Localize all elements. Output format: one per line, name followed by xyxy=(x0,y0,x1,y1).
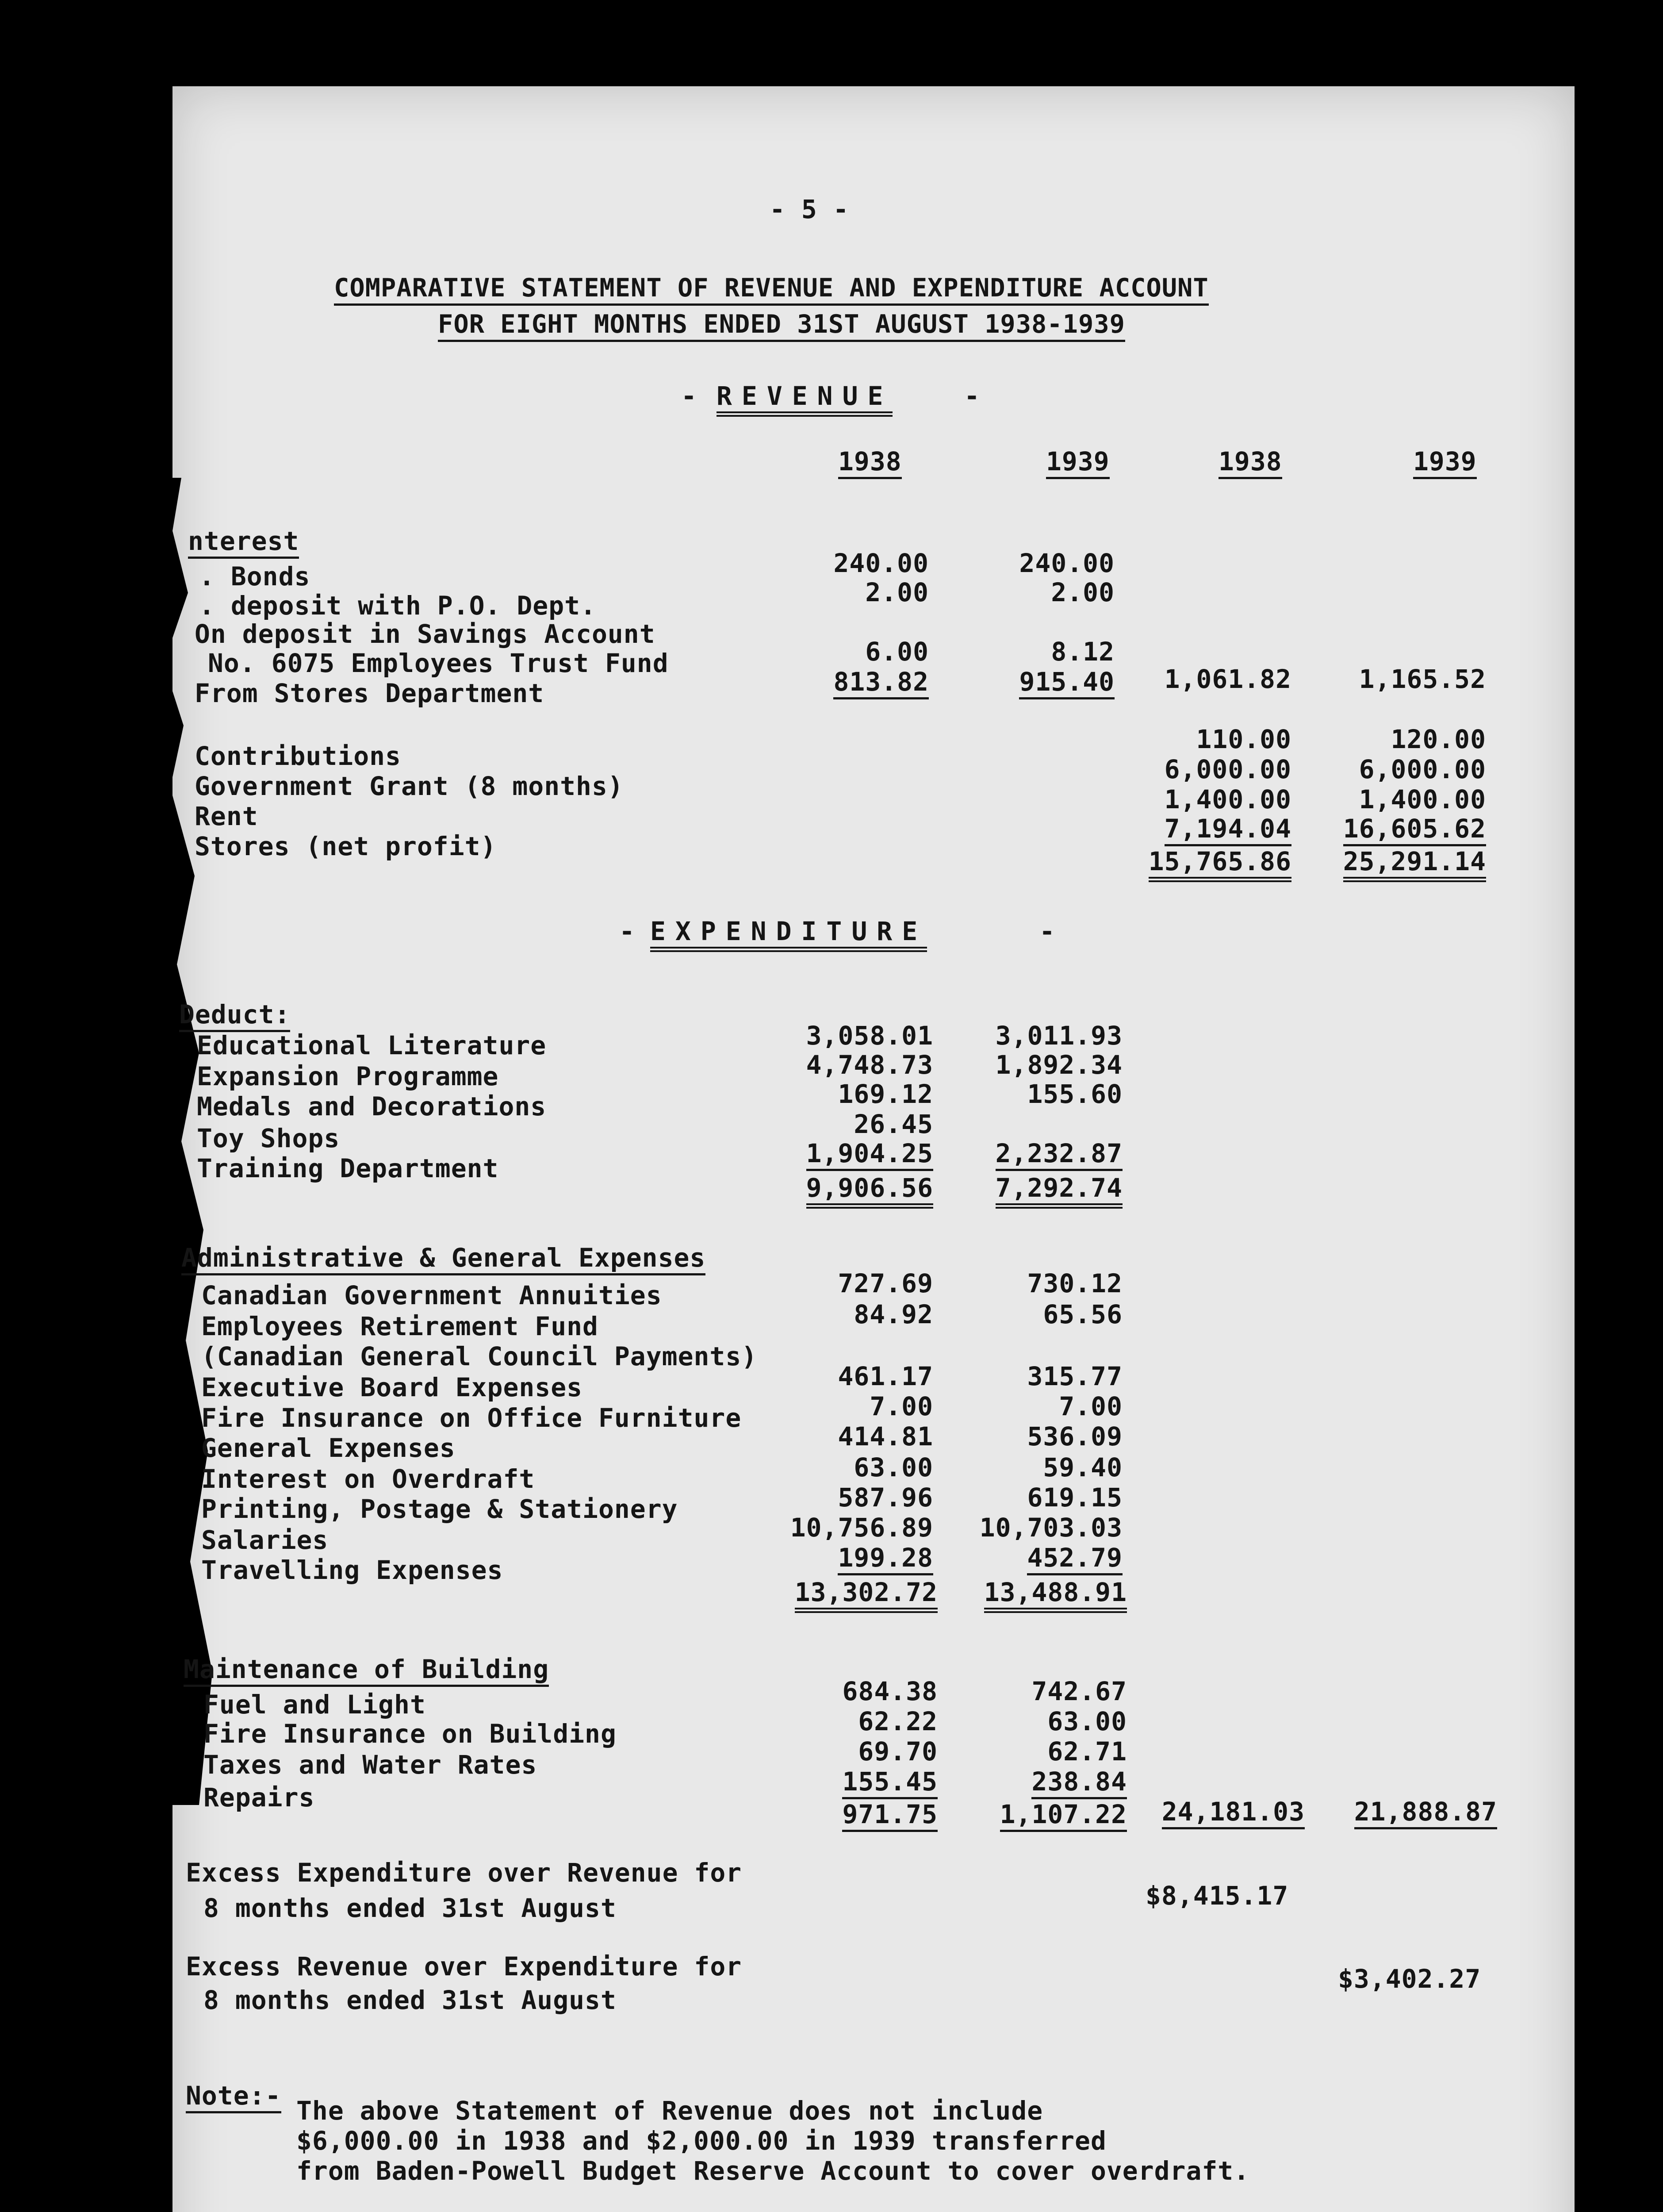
interest-item-1938: 6.00 xyxy=(865,637,929,667)
deduct-item-1938: 169.12 xyxy=(838,1079,933,1109)
admin-item-label: (Canadian General Council Payments) xyxy=(201,1341,758,1371)
admin-item-1938: 63.00 xyxy=(854,1452,933,1482)
deduct-total-1938: 9,906.56 xyxy=(806,1173,933,1209)
deduct-item-label: Medals and Decorations xyxy=(197,1091,547,1121)
revenue-item-1939: 16,605.62 xyxy=(1343,814,1486,846)
excess-expenditure-value: $8,415.17 xyxy=(1146,1881,1289,1911)
maintenance-label: Maintenance of Building xyxy=(184,1655,549,1687)
admin-label: Administrative & General Expenses xyxy=(181,1243,705,1275)
deduct-item-label: Educational Literature xyxy=(197,1030,547,1060)
maintenance-item-1939: 742.67 xyxy=(1031,1676,1127,1706)
note-line-3: from Baden-Powell Budget Reserve Account to cover overdraft. xyxy=(296,2156,1250,2186)
revenue-item-1939: 120.00 xyxy=(1391,724,1486,754)
admin-item-1938: 84.92 xyxy=(854,1299,933,1329)
admin-item-label: General Expenses xyxy=(201,1433,456,1463)
deduct-item-1938: 3,058.01 xyxy=(806,1021,933,1051)
expenditure-heading-dash-left: - xyxy=(619,916,635,946)
admin-item-1939: 315.77 xyxy=(1027,1361,1123,1391)
interest-item-1939: 915.40 xyxy=(1019,667,1115,699)
admin-total-1938: 13,302.72 xyxy=(795,1578,938,1613)
admin-item-1938: 10,756.89 xyxy=(790,1513,933,1543)
admin-item-label: Travelling Expenses xyxy=(201,1555,503,1585)
revenue-item-label: Government Grant (8 months) xyxy=(195,771,624,801)
expenditure-total-1938: 24,181.03 xyxy=(1162,1797,1305,1829)
revenue-item-1938: 110.00 xyxy=(1196,724,1291,754)
admin-item-1939: 536.09 xyxy=(1027,1421,1123,1452)
deduct-item-label: Expansion Programme xyxy=(197,1061,499,1091)
interest-item-1939: 8.12 xyxy=(1051,637,1115,667)
note-line-1: The above Statement of Revenue does not include xyxy=(296,2096,1043,2126)
deduct-item-1939: 3,011.93 xyxy=(995,1021,1123,1051)
maintenance-item-label: Fuel and Light xyxy=(203,1690,426,1720)
revenue-total-1939: 25,291.14 xyxy=(1343,847,1486,882)
maintenance-item-1938: 62.22 xyxy=(858,1706,938,1736)
admin-item-1939: 730.12 xyxy=(1027,1268,1123,1298)
maintenance-item-1939: 238.84 xyxy=(1031,1767,1127,1799)
deduct-item-1938: 1,904.25 xyxy=(806,1139,933,1171)
interest-item-label: . deposit with P.O. Dept. xyxy=(199,591,596,621)
admin-item-1939: 7.00 xyxy=(1059,1391,1123,1421)
revenue-heading: REVENUE xyxy=(717,381,893,417)
revenue-heading-dash-left: - xyxy=(681,381,697,411)
admin-item-1939: 10,703.03 xyxy=(979,1513,1123,1543)
title-line-2: FOR EIGHT MONTHS ENDED 31ST AUGUST 1938-1939 xyxy=(438,310,1125,342)
interest-item-label: On deposit in Savings Account xyxy=(195,619,655,649)
admin-item-label: Printing, Postage & Stationery xyxy=(201,1494,678,1524)
interest-item-label: From Stores Department xyxy=(195,678,544,708)
deduct-item-1939: 2,232.87 xyxy=(996,1139,1123,1171)
interest-item-1938: 813.82 xyxy=(833,667,929,699)
admin-item-label: Interest on Overdraft xyxy=(201,1464,535,1494)
interest-item-1939: 2.00 xyxy=(1051,577,1115,607)
admin-item-1939: 452.79 xyxy=(1027,1543,1123,1575)
revenue-item-1939: 6,000.00 xyxy=(1359,754,1486,784)
maintenance-item-label: Taxes and Water Rates xyxy=(203,1750,537,1780)
note-label: Note:- xyxy=(186,2081,281,2113)
deduct-item-1938: 26.45 xyxy=(854,1109,933,1139)
admin-item-1938: 199.28 xyxy=(838,1543,933,1575)
excess-revenue-line-2: 8 months ended 31st August xyxy=(203,1985,617,2015)
maintenance-item-label: Fire Insurance on Building xyxy=(203,1719,617,1749)
interest-item-label: No. 6075 Employees Trust Fund xyxy=(208,648,669,678)
maintenance-total-1938: 971.75 xyxy=(842,1800,938,1832)
admin-item-label: Fire Insurance on Office Furniture xyxy=(201,1403,742,1433)
admin-item-1938: 727.69 xyxy=(838,1268,933,1298)
revenue-item-label: Stores (net profit) xyxy=(195,831,497,861)
admin-item-1938: 7.00 xyxy=(870,1391,933,1421)
excess-revenue-value: $3,402.27 xyxy=(1338,1964,1481,1994)
revenue-heading-dash-right: - xyxy=(964,381,980,411)
admin-item-1939: 59.40 xyxy=(1043,1452,1123,1482)
revenue-item-label: Rent xyxy=(195,801,258,831)
deduct-label: Deduct: xyxy=(179,1000,290,1032)
admin-item-label: Employees Retirement Fund xyxy=(201,1311,598,1341)
admin-item-label: Canadian Government Annuities xyxy=(201,1280,662,1310)
expenditure-heading: EXPENDITURE xyxy=(650,917,927,952)
revenue-total-1938: 15,765.86 xyxy=(1149,847,1291,882)
interest-label: nterest xyxy=(188,526,299,559)
admin-item-label: Salaries xyxy=(201,1525,329,1555)
deduct-item-label: Toy Shops xyxy=(197,1123,340,1153)
revenue-item-1938: 7,194.04 xyxy=(1165,814,1291,846)
maintenance-item-1939: 63.00 xyxy=(1047,1706,1127,1736)
admin-total-1939: 13,488.91 xyxy=(984,1578,1127,1613)
admin-item-label: Executive Board Expenses xyxy=(201,1372,583,1402)
revenue-item-label: Contributions xyxy=(195,741,401,771)
note-line-2: $6,000.00 in 1938 and $2,000.00 in 1939 transferred xyxy=(296,2126,1107,2156)
interest-item-1938: 2.00 xyxy=(865,577,929,607)
maintenance-item-1938: 69.70 xyxy=(858,1736,938,1767)
col-header-1938-a: 1938 xyxy=(838,447,902,479)
admin-item-1939: 65.56 xyxy=(1043,1299,1123,1329)
excess-revenue-line-1: Excess Revenue over Expenditure for xyxy=(186,1951,742,1982)
interest-item-label: . Bonds xyxy=(199,561,310,591)
admin-item-1938: 587.96 xyxy=(838,1482,933,1513)
maintenance-item-label: Repairs xyxy=(203,1782,315,1813)
excess-expenditure-line-1: Excess Expenditure over Revenue for xyxy=(186,1858,742,1888)
deduct-total-1939: 7,292.74 xyxy=(996,1173,1123,1209)
interest-total-1939: 1,165.52 xyxy=(1359,664,1486,694)
maintenance-item-1938: 155.45 xyxy=(842,1767,938,1799)
maintenance-item-1939: 62.71 xyxy=(1047,1736,1127,1767)
excess-expenditure-line-2: 8 months ended 31st August xyxy=(203,1893,617,1923)
deduct-item-1938: 4,748.73 xyxy=(806,1050,933,1080)
revenue-item-1939: 1,400.00 xyxy=(1359,784,1486,814)
deduct-item-1939: 1,892.34 xyxy=(995,1050,1123,1080)
interest-item-1938: 240.00 xyxy=(833,548,929,578)
revenue-item-1938: 1,400.00 xyxy=(1164,784,1291,814)
col-header-1939-a: 1939 xyxy=(1046,447,1110,479)
revenue-item-1938: 6,000.00 xyxy=(1164,754,1291,784)
deduct-item-label: Training Department xyxy=(197,1153,499,1183)
deduct-item-1939: 155.60 xyxy=(1027,1079,1123,1109)
admin-item-1938: 414.81 xyxy=(838,1421,933,1452)
title-line-1: COMPARATIVE STATEMENT OF REVENUE AND EXPENDITURE ACCOUNT xyxy=(334,273,1209,306)
maintenance-item-1938: 684.38 xyxy=(842,1676,938,1706)
col-header-1938-b: 1938 xyxy=(1219,447,1282,479)
expenditure-total-1939: 21,888.87 xyxy=(1354,1797,1497,1829)
admin-item-1938: 461.17 xyxy=(838,1361,933,1391)
col-header-1939-b: 1939 xyxy=(1413,447,1477,479)
interest-item-1939: 240.00 xyxy=(1019,548,1115,578)
page-number: - 5 - xyxy=(770,194,849,224)
expenditure-heading-dash-right: - xyxy=(1039,916,1055,946)
interest-total-1938: 1,061.82 xyxy=(1164,664,1291,694)
admin-item-1939: 619.15 xyxy=(1027,1482,1123,1513)
maintenance-total-1939: 1,107.22 xyxy=(1000,1800,1127,1832)
